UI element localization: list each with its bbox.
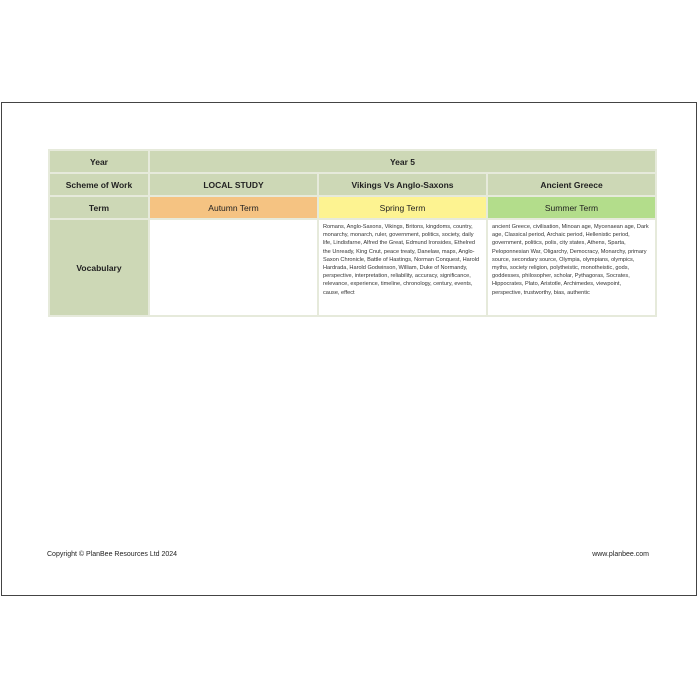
- vocabulary-label: Vocabulary: [50, 220, 148, 315]
- document-page: [1, 102, 697, 596]
- vocabulary-vikings: Romans, Anglo-Saxons, Vikings, Britons, kingdoms, country, monarchy, monarch, ruler, government, politics, society, daily life, Lindisfarne, Alfred the Great, Edmund Ironsides, Ethelred the Unready, King Cnut, peace treaty, Danelaw, maps, Anglo-Saxon Chronicle, Battle of Hastings, Norman Conquest, Harold Hardrada, Harold Godwinson, William, Duke of Normandy, perspective, interpretation, reliability, accuracy, significance, relevance, experience, timeline, chronology, century, events, cause, effect: [319, 220, 486, 315]
- year-value: Year 5: [150, 151, 655, 172]
- term-row: [50, 197, 655, 218]
- website-link[interactable]: www.planbee.com: [592, 551, 649, 558]
- scheme-label: Scheme of Work: [50, 174, 148, 195]
- scheme-of-work-table: [48, 149, 657, 317]
- scheme-vikings: Vikings Vs Anglo-Saxons: [319, 174, 486, 195]
- term-summer: Summer Term: [488, 197, 655, 218]
- vocabulary-ancient-greece: ancient Greece, civilisation, Minoan age, Mycenaean age, Dark age, Classical period, Archaic period, Hellenistic period, government, politics, polis, city states, Athens, Sparta, Peloponnesian War, Oligarchy, Democracy, Monarchy, primary source, secondary source, Olympia, olympians, olympics, myths, society religion, polytheistic, monotheistic, gods, goddesses, philosopher, scholar, Pythagoras, Socrates, Hippocrates, Plato, Aristotle, Archimedes, viewpoint, perspective, trustworthy, bias, authentic: [488, 220, 655, 315]
- term-autumn: Autumn Term: [150, 197, 317, 218]
- term-spring: Spring Term: [319, 197, 486, 218]
- vocabulary-row: [50, 220, 655, 315]
- vocabulary-local-study: [150, 220, 317, 315]
- year-label: Year: [50, 151, 148, 172]
- term-label: Term: [50, 197, 148, 218]
- year-row: [50, 151, 655, 172]
- copyright-text: Copyright © PlanBee Resources Ltd 2024: [47, 551, 178, 558]
- scheme-local-study: LOCAL STUDY: [150, 174, 317, 195]
- scheme-ancient-greece: Ancient Greece: [488, 174, 655, 195]
- scheme-row: [50, 174, 655, 195]
